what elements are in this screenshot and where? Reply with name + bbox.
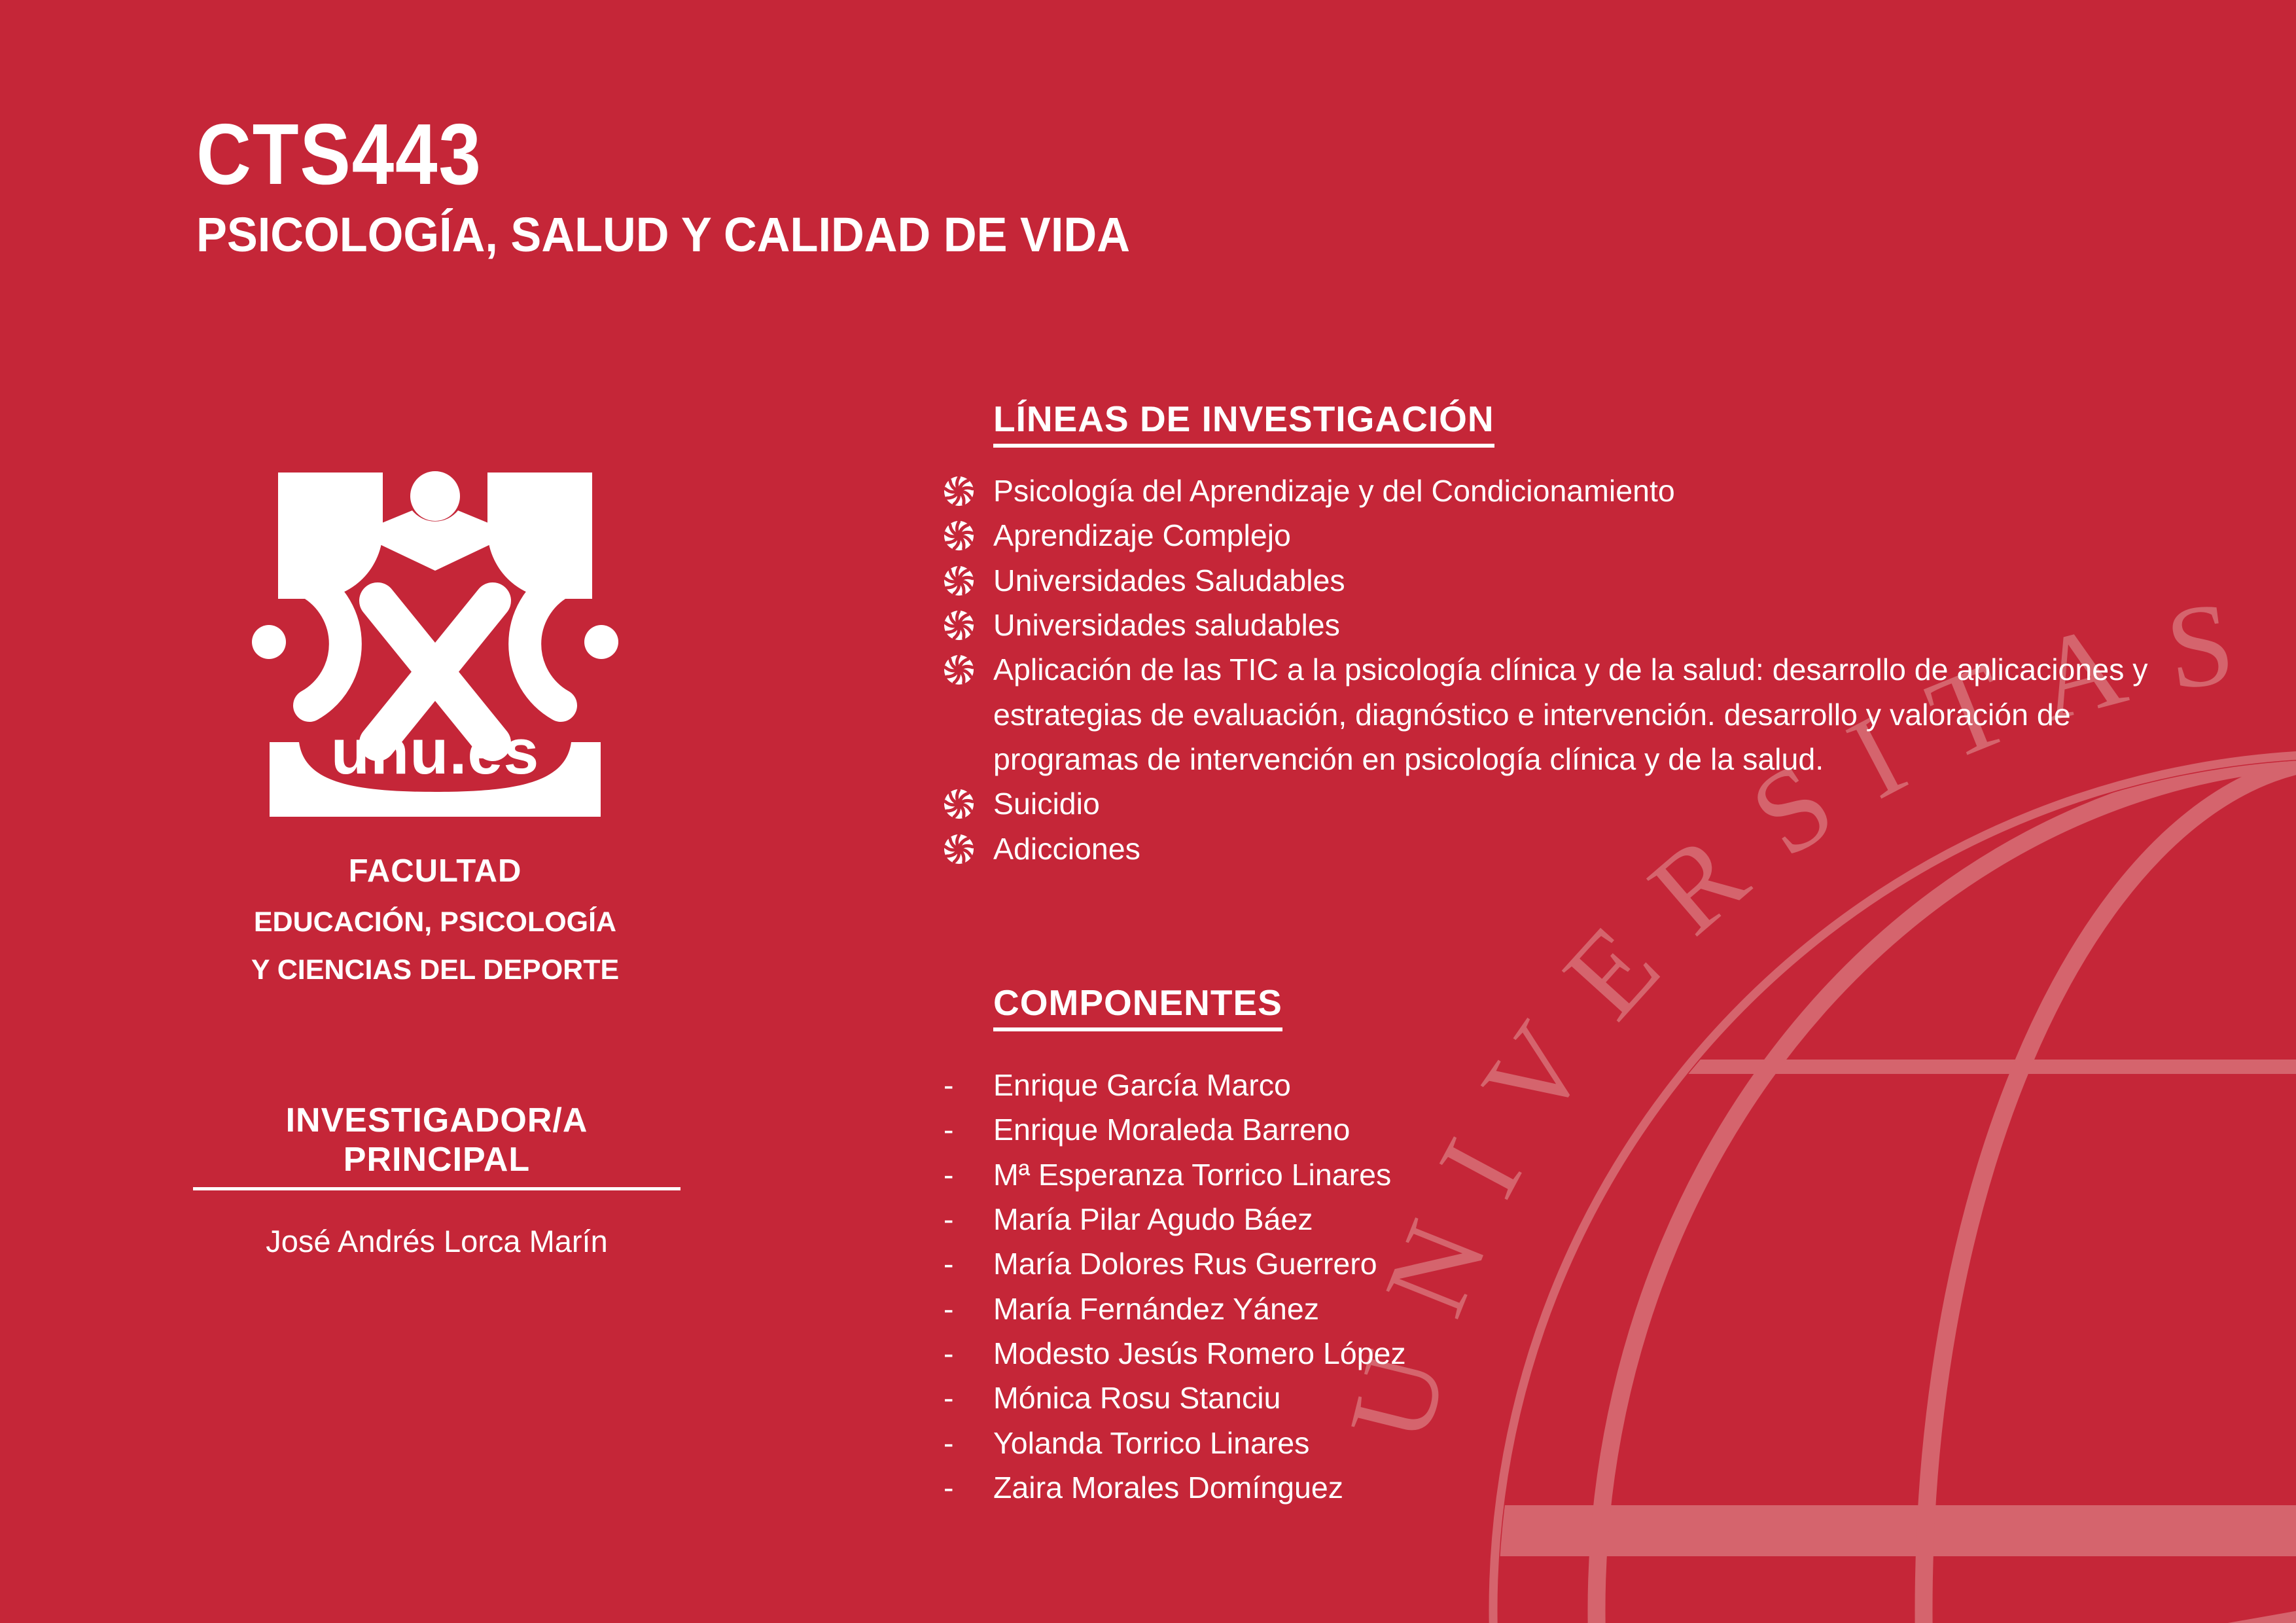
members-list	[944, 1063, 1729, 1510]
members-heading: COMPONENTES	[993, 982, 1282, 1031]
dash-bullet: -	[944, 1291, 954, 1326]
research-line-item	[944, 558, 2246, 603]
research-line-text: Aplicación de las TIC a la psicología clínica y de la salud: desarrollo de aplicaciones y estrategias de evaluación, diagnóstico e intervención. desarrollo y valoración de programas de intervención en psicología clínica y de la salud.	[993, 652, 2148, 777]
research-line-text: Universidades saludables	[993, 608, 1340, 643]
dash-bullet: -	[944, 1471, 954, 1505]
principal-heading: INVESTIGADOR/A PRINCIPAL	[193, 1101, 680, 1190]
research-heading: LÍNEAS DE INVESTIGACIÓN	[993, 398, 1494, 448]
pinwheel-bullet-icon	[944, 834, 974, 865]
research-line-item	[944, 603, 2246, 647]
member-item	[944, 1331, 1729, 1376]
member-item	[944, 1241, 1729, 1286]
pinwheel-bullet-icon	[944, 565, 974, 596]
member-item	[944, 1197, 1729, 1241]
pinwheel-bullet-icon	[944, 654, 974, 685]
member-name: Mª Esperanza Torrico Linares	[993, 1157, 1392, 1192]
dash-bullet: -	[944, 1157, 954, 1192]
dash-bullet: -	[944, 1381, 954, 1416]
research-line-item	[944, 469, 2246, 513]
faculty-line2: EDUCACIÓN, PSICOLOGÍA	[253, 906, 617, 938]
pinwheel-bullet-icon	[944, 476, 974, 507]
members-section	[944, 976, 1729, 1510]
dash-bullet: -	[944, 1247, 954, 1281]
member-name: María Dolores Rus Guerrero	[993, 1247, 1377, 1281]
research-line-item	[944, 781, 2246, 826]
research-line-text: Universidades Saludables	[993, 563, 1345, 597]
uhu-logo	[245, 465, 625, 864]
member-item	[944, 1107, 1729, 1152]
pinwheel-bullet-icon	[944, 789, 974, 819]
seal-arc-text: UNIVERSITAS	[1324, 571, 2284, 1454]
member-name: Mónica Rosu Stanciu	[993, 1381, 1281, 1416]
member-item	[944, 1063, 1729, 1107]
faculty-line3: Y CIENCIAS DEL DEPORTE	[251, 954, 620, 986]
dash-bullet: -	[944, 1113, 954, 1147]
research-line-text: Suicidio	[993, 787, 1100, 821]
member-item	[944, 1287, 1729, 1331]
member-name: Zaira Morales Domínguez	[993, 1471, 1343, 1505]
group-title: PSICOLOGÍA, SALUD Y CALIDAD DE VIDA	[196, 207, 1130, 262]
faculty-line1: FACULTAD	[348, 853, 522, 889]
dash-bullet: -	[944, 1202, 954, 1237]
member-name: María Fernández Yánez	[993, 1291, 1320, 1326]
member-item	[944, 1152, 1729, 1197]
member-name: María Pilar Agudo Báez	[993, 1202, 1313, 1237]
principal-block	[193, 1101, 680, 1259]
principal-name: José Andrés Lorca Marín	[266, 1224, 608, 1258]
member-name: Enrique Moraleda Barreno	[993, 1113, 1351, 1147]
pinwheel-bullet-icon	[944, 520, 974, 551]
research-line-item	[944, 647, 2246, 781]
group-code: CTS443	[196, 106, 482, 202]
dash-bullet: -	[944, 1068, 954, 1102]
member-item	[944, 1465, 1729, 1510]
member-item	[944, 1376, 1729, 1420]
member-name: Yolanda Torrico Linares	[993, 1425, 1310, 1460]
faculty-block	[196, 853, 674, 986]
research-line-text: Psicología del Aprendizaje y del Condicionamiento	[993, 474, 1675, 508]
member-item	[944, 1421, 1729, 1465]
research-line-text: Adicciones	[993, 831, 1140, 866]
dash-bullet: -	[944, 1425, 954, 1460]
research-line-text: Aprendizaje Complejo	[993, 518, 1291, 553]
member-name: Enrique García Marco	[993, 1068, 1291, 1102]
dash-bullet: -	[944, 1336, 954, 1371]
uhu-wordmark: uhu.es	[330, 716, 540, 787]
research-list	[944, 469, 2246, 871]
pinwheel-bullet-icon	[944, 610, 974, 641]
member-name: Modesto Jesús Romero López	[993, 1336, 1406, 1371]
research-line-item	[944, 827, 2246, 871]
research-section	[944, 393, 2246, 871]
research-line-item	[944, 513, 2246, 558]
